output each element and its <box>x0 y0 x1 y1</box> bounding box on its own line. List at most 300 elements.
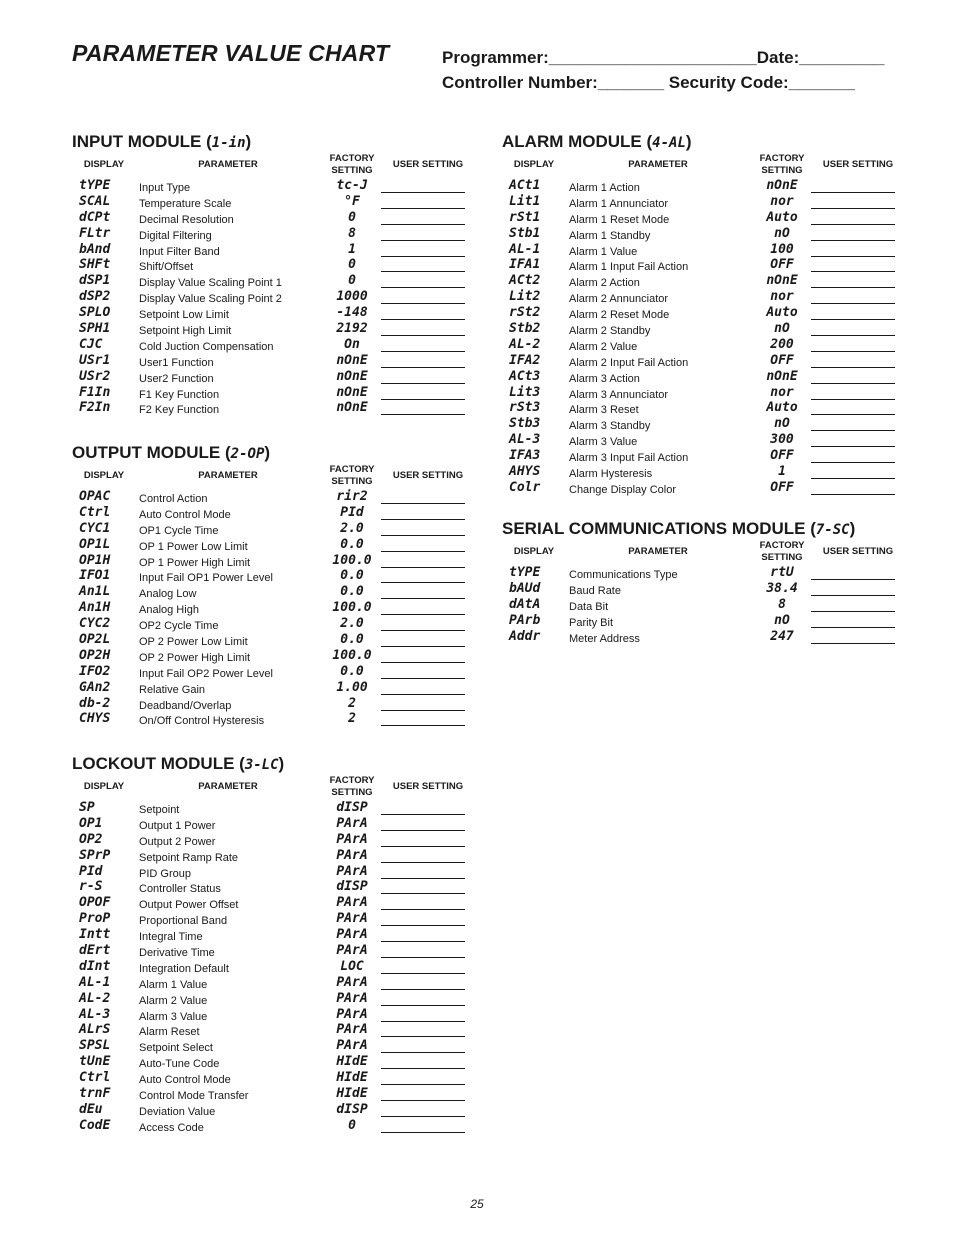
table-row <box>72 958 472 977</box>
table-row <box>72 802 472 818</box>
user-setting-field[interactable] <box>381 256 465 257</box>
module-title <box>502 517 902 541</box>
factory-setting: PArA <box>336 974 368 990</box>
factory-setting: nOnE <box>336 400 368 416</box>
display-code: dInt <box>79 958 111 974</box>
table-row <box>72 307 472 323</box>
factory-setting: nOnE <box>336 384 368 400</box>
user-setting-field[interactable] <box>381 567 465 568</box>
display-code: dSP2 <box>79 289 111 305</box>
display-code: rSt2 <box>509 305 541 321</box>
lockout-module <box>72 752 472 1136</box>
display-code: CYC2 <box>79 616 111 632</box>
user-setting-field[interactable] <box>381 1036 465 1037</box>
table-row <box>72 193 472 212</box>
module-title-close: ) <box>264 443 271 462</box>
module-code: 1-in <box>211 135 246 151</box>
user-setting-field[interactable] <box>381 973 465 974</box>
user-setting-field[interactable] <box>381 1005 465 1006</box>
user-setting-field[interactable] <box>381 1052 465 1053</box>
user-setting-field[interactable] <box>381 383 465 384</box>
factory-setting: PArA <box>336 990 368 1006</box>
user-setting-field[interactable] <box>381 582 465 583</box>
parameter-name: Alarm 3 Value <box>139 1010 208 1023</box>
table-row <box>502 567 902 583</box>
table-row <box>72 602 472 618</box>
parameter-name: Output Power Offset <box>139 899 239 912</box>
table-row <box>72 897 472 913</box>
parameter-name: Alarm 1 Value <box>139 978 208 991</box>
table-row <box>72 552 472 571</box>
factory-setting: 247 <box>770 628 794 644</box>
user-setting-field[interactable] <box>381 503 465 504</box>
user-setting-field[interactable] <box>381 878 465 879</box>
factory-header-line2: SETTING <box>331 165 373 176</box>
user-setting-field[interactable] <box>381 694 465 695</box>
table-row <box>72 1024 472 1040</box>
display-code: db-2 <box>79 695 111 711</box>
user-setting-field[interactable] <box>811 271 895 272</box>
factory-setting: 8 <box>348 225 356 241</box>
display-code: AL-2 <box>509 336 541 352</box>
table-row <box>72 618 472 634</box>
user-setting-field[interactable] <box>811 383 895 384</box>
parameter-name: Meter Address <box>569 632 640 645</box>
factory-setting: HIdE <box>336 1054 368 1070</box>
factory-setting: PArA <box>336 927 368 943</box>
display-code: Ctrl <box>79 1070 111 1086</box>
table-row <box>72 881 472 897</box>
factory-setting: PArA <box>336 1022 368 1038</box>
factory-setting: 100.0 <box>332 552 372 568</box>
user-setting-field[interactable] <box>811 224 895 225</box>
table-row <box>72 713 472 729</box>
user-setting-field[interactable] <box>381 941 465 942</box>
factory-setting: PId <box>340 504 364 520</box>
parameter-name: Alarm 3 Value <box>569 436 638 449</box>
user-setting-field[interactable] <box>811 478 895 479</box>
display-code: OP2 <box>79 831 103 847</box>
display-code: dEu <box>79 1101 103 1117</box>
display-code: IFA2 <box>509 352 541 368</box>
user-setting-field[interactable] <box>381 925 465 926</box>
factory-setting: PArA <box>336 863 368 879</box>
factory-setting: nOnE <box>336 368 368 384</box>
factory-setting: OFF <box>770 352 794 368</box>
table-row <box>72 291 472 307</box>
user-setting-field[interactable] <box>811 611 895 612</box>
user-setting-field[interactable] <box>381 208 465 209</box>
column-header <box>502 154 902 180</box>
display-code: OPAC <box>79 489 111 504</box>
factory-setting: tc-J <box>336 178 368 193</box>
parameter-name: Alarm 1 Value <box>569 245 638 258</box>
user-setting-field[interactable] <box>381 957 465 958</box>
column-factory-header <box>320 775 384 799</box>
parameter-name: F1 Key Function <box>139 388 220 401</box>
user-setting-field[interactable] <box>381 414 465 415</box>
parameter-name: Control Action <box>139 493 208 505</box>
table-row <box>502 612 902 631</box>
column-user-header: USER SETTING <box>392 159 464 170</box>
user-setting-field[interactable] <box>811 430 895 431</box>
table-row <box>502 384 902 403</box>
column-parameter-header: PARAMETER <box>628 546 688 557</box>
factory-setting: nOnE <box>336 352 368 368</box>
parameter-name: Setpoint Select <box>139 1042 213 1055</box>
user-setting-field[interactable] <box>381 224 465 225</box>
parameter-name: Input Filter Band <box>139 245 220 258</box>
table-row <box>502 241 902 260</box>
user-setting-field[interactable] <box>381 319 465 320</box>
user-setting-field[interactable] <box>381 862 465 863</box>
factory-setting: nO <box>774 612 790 628</box>
factory-setting: PArA <box>336 943 368 959</box>
parameter-name: Output 1 Power <box>139 819 216 832</box>
user-setting-field[interactable] <box>811 335 895 336</box>
display-code: CJC <box>79 336 103 352</box>
factory-header-line2: SETTING <box>331 476 373 487</box>
module-title-close: ) <box>849 519 856 538</box>
user-setting-field[interactable] <box>381 630 465 631</box>
factory-setting: 0.0 <box>340 632 364 648</box>
display-code: SCAL <box>79 193 111 209</box>
factory-setting: 200 <box>770 336 794 352</box>
serial-communications-module <box>502 517 902 646</box>
user-setting-field[interactable] <box>811 303 895 304</box>
table-row <box>72 679 472 698</box>
user-setting-field[interactable] <box>381 399 465 400</box>
user-setting-field[interactable] <box>381 614 465 615</box>
user-setting-field[interactable] <box>381 725 465 726</box>
table-row <box>72 1117 472 1136</box>
parameter-name: Access Code <box>139 1121 204 1134</box>
user-setting-field[interactable] <box>381 335 465 336</box>
user-setting-field[interactable] <box>381 1132 465 1133</box>
parameter-name: Digital Filtering <box>139 229 212 242</box>
table-row <box>72 815 472 834</box>
display-code: OP2H <box>79 647 111 663</box>
user-setting-field[interactable] <box>381 535 465 536</box>
table-row <box>72 402 472 418</box>
factory-setting: HIdE <box>336 1086 368 1102</box>
parameter-name: Alarm 3 Reset <box>569 404 639 417</box>
module-code: 3-LC <box>244 757 279 773</box>
factory-setting: Auto <box>766 400 798 416</box>
display-code: FLtr <box>79 225 111 241</box>
table-row <box>72 1088 472 1104</box>
user-setting-field[interactable] <box>381 271 465 272</box>
display-code: CYC1 <box>79 520 111 536</box>
factory-setting: 0.0 <box>340 584 364 600</box>
display-code: ALrS <box>79 1022 111 1038</box>
parameter-name: Integration Default <box>139 962 229 975</box>
table-row <box>502 580 902 599</box>
table-row <box>72 929 472 945</box>
parameter-name: Auto-Tune Code <box>139 1058 220 1071</box>
display-code: Lit1 <box>509 193 541 209</box>
parameter-name: Control Mode Transfer <box>139 1090 249 1103</box>
column-parameter-header: PARAMETER <box>198 781 258 792</box>
table-row <box>72 323 472 339</box>
factory-header-line1: FACTORY <box>329 464 375 475</box>
factory-setting: 0 <box>348 257 356 273</box>
display-code: OP1L <box>79 536 111 552</box>
table-row <box>72 536 472 555</box>
parameter-name: User2 Function <box>139 372 214 385</box>
module-title <box>72 130 472 154</box>
display-code: dErt <box>79 943 111 959</box>
page-title: PARAMETER VALUE CHART <box>72 40 390 66</box>
factory-setting: -148 <box>336 305 368 321</box>
user-setting-field[interactable] <box>811 208 895 209</box>
user-setting-field[interactable] <box>381 192 465 193</box>
parameter-name: Alarm 2 Action <box>569 277 640 290</box>
parameter-name: Alarm 3 Action <box>569 372 640 385</box>
display-code: CodE <box>79 1117 111 1133</box>
factory-setting: dISP <box>336 1101 368 1117</box>
table-row <box>502 291 902 307</box>
user-setting-field[interactable] <box>381 303 465 304</box>
display-code: Colr <box>509 479 541 495</box>
parameter-name: Alarm 2 Value <box>139 994 208 1007</box>
user-setting-field[interactable] <box>381 551 465 552</box>
column-user-header: USER SETTING <box>822 546 894 557</box>
user-setting-field[interactable] <box>381 1084 465 1085</box>
parameter-name: Alarm 2 Standby <box>569 325 651 338</box>
table-row <box>72 1101 472 1120</box>
parameter-name: PID Group <box>139 867 191 880</box>
user-setting-field[interactable] <box>381 519 465 520</box>
table-row <box>72 259 472 275</box>
display-code: USr1 <box>79 352 111 368</box>
user-setting-field[interactable] <box>811 351 895 352</box>
table-row <box>502 352 902 371</box>
factory-setting: OFF <box>770 448 794 464</box>
factory-setting: 100.0 <box>332 647 372 663</box>
column-user-header: USER SETTING <box>822 159 894 170</box>
parameter-name: Controller Status <box>139 883 221 896</box>
parameter-name: Cold Juction Compensation <box>139 340 274 353</box>
user-setting-field[interactable] <box>381 678 465 679</box>
display-code: r-S <box>79 879 103 895</box>
user-setting-field[interactable] <box>811 643 895 644</box>
user-setting-field[interactable] <box>811 319 895 320</box>
parameter-name: Change Display Color <box>569 483 676 496</box>
table-row <box>502 180 902 196</box>
display-code: trnF <box>79 1086 111 1102</box>
user-setting-field[interactable] <box>811 494 895 495</box>
display-code: ACt1 <box>509 178 541 193</box>
user-setting-field[interactable] <box>381 830 465 831</box>
table-row <box>502 209 902 228</box>
display-code: ACt2 <box>509 273 541 289</box>
factory-setting: nOnE <box>766 178 798 193</box>
parameter-name: Alarm 1 Annunciator <box>569 197 669 210</box>
user-setting-field[interactable] <box>811 627 895 628</box>
display-code: tUnE <box>79 1054 111 1070</box>
column-display-header: DISPLAY <box>83 781 125 792</box>
input-module <box>72 130 472 418</box>
user-setting-field[interactable] <box>381 989 465 990</box>
table-row <box>72 520 472 539</box>
user-setting-field[interactable] <box>811 414 895 415</box>
user-setting-field[interactable] <box>811 256 895 257</box>
table-row <box>72 945 472 961</box>
parameter-name: Proportional Band <box>139 915 228 928</box>
column-factory-header <box>320 153 384 177</box>
display-code: Stb3 <box>509 416 541 432</box>
module-title <box>502 130 902 154</box>
factory-setting: nOnE <box>766 273 798 289</box>
parameter-name: Decimal Resolution <box>139 213 234 226</box>
column-header <box>72 154 472 180</box>
factory-setting: 2192 <box>336 321 368 337</box>
display-code: dSP1 <box>79 273 111 289</box>
factory-setting: 0 <box>348 273 356 289</box>
column-display-header: DISPLAY <box>513 546 555 557</box>
user-setting-field[interactable] <box>811 192 895 193</box>
user-setting-field[interactable] <box>381 1116 465 1117</box>
user-setting-field[interactable] <box>381 662 465 663</box>
table-row <box>502 336 902 355</box>
user-setting-field[interactable] <box>381 351 465 352</box>
factory-setting: 0.0 <box>340 568 364 584</box>
table-row <box>502 450 902 466</box>
table-row <box>72 663 472 682</box>
module-title-text: LOCKOUT MODULE ( <box>72 754 245 773</box>
user-setting-field[interactable] <box>811 595 895 596</box>
table-row <box>72 1072 472 1088</box>
parameter-name: Display Value Scaling Point 1 <box>139 277 282 290</box>
user-setting-field[interactable] <box>381 814 465 815</box>
table-row <box>502 418 902 434</box>
user-setting-field[interactable] <box>811 240 895 241</box>
factory-setting: PArA <box>336 1006 368 1022</box>
table-row <box>72 275 472 291</box>
display-code: GAn2 <box>79 679 111 695</box>
parameter-name: Alarm 1 Input Fail Action <box>569 261 689 274</box>
user-setting-field[interactable] <box>811 462 895 463</box>
display-code: OP1H <box>79 552 111 568</box>
column-parameter-header: PARAMETER <box>198 470 258 481</box>
table-row <box>72 990 472 1009</box>
table-row <box>72 225 472 244</box>
user-setting-field[interactable] <box>381 367 465 368</box>
factory-setting: nO <box>774 225 790 241</box>
factory-setting: 0.0 <box>340 663 364 679</box>
user-setting-field[interactable] <box>381 1068 465 1069</box>
factory-setting: 8 <box>778 596 786 612</box>
display-code: SPrP <box>79 847 111 863</box>
factory-setting: dISP <box>336 800 368 815</box>
factory-setting: nOnE <box>766 368 798 384</box>
parameter-name: Auto Control Mode <box>139 508 231 521</box>
table-row <box>502 225 902 244</box>
parameter-name: Temperature Scale <box>139 197 232 210</box>
user-setting-field[interactable] <box>381 598 465 599</box>
parameter-name: Input Fail OP2 Power Level <box>139 667 273 680</box>
display-code: AHYS <box>509 464 541 480</box>
user-setting-field[interactable] <box>811 367 895 368</box>
user-setting-field[interactable] <box>381 240 465 241</box>
parameter-name: Setpoint Low Limit <box>139 309 229 322</box>
factory-setting: 0 <box>348 1117 356 1133</box>
parameter-name: Output 2 Power <box>139 835 216 848</box>
user-setting-field[interactable] <box>381 1021 465 1022</box>
display-code: Ctrl <box>79 504 111 520</box>
parameter-name: Setpoint High Limit <box>139 325 232 338</box>
parameter-name: Parity Bit <box>569 616 614 629</box>
table-row <box>72 1056 472 1072</box>
display-code: PId <box>79 863 103 879</box>
table-row <box>502 402 902 418</box>
user-setting-field[interactable] <box>381 846 465 847</box>
table-row <box>72 634 472 650</box>
user-setting-field[interactable] <box>381 1100 465 1101</box>
factory-setting: LOC <box>340 958 364 974</box>
factory-setting: °F <box>344 193 360 209</box>
factory-setting: 2 <box>348 711 356 727</box>
factory-header-line1: FACTORY <box>329 775 375 786</box>
column-header <box>502 541 902 567</box>
table-row <box>72 209 472 228</box>
parameter-name: OP 2 Power Low Limit <box>139 636 248 649</box>
factory-header-line2: SETTING <box>761 165 803 176</box>
user-setting-field[interactable] <box>811 399 895 400</box>
column-factory-header <box>750 153 814 177</box>
table-row <box>72 586 472 602</box>
factory-setting: 2 <box>348 695 356 711</box>
column-parameter-header: PARAMETER <box>628 159 688 170</box>
module-title-close: ) <box>245 132 252 151</box>
module-title-text: INPUT MODULE ( <box>72 132 212 151</box>
user-setting-field[interactable] <box>381 646 465 647</box>
parameter-name: OP1 Cycle Time <box>139 524 219 537</box>
parameter-name: Alarm 1 Standby <box>569 229 651 242</box>
parameter-name: OP 1 Power Low Limit <box>139 540 248 553</box>
user-setting-field[interactable] <box>381 287 465 288</box>
display-code: SP <box>79 800 95 815</box>
factory-setting: PArA <box>336 895 368 911</box>
parameter-name: F2 Key Function <box>139 404 220 417</box>
factory-setting: 0.0 <box>340 536 364 552</box>
user-setting-field[interactable] <box>811 446 895 447</box>
user-setting-field[interactable] <box>381 710 465 711</box>
parameter-name: Auto Control Mode <box>139 1074 231 1087</box>
table-row <box>502 323 902 339</box>
display-code: Stb1 <box>509 225 541 241</box>
user-setting-field[interactable] <box>381 893 465 894</box>
user-setting-field[interactable] <box>811 287 895 288</box>
factory-setting: nor <box>770 384 794 400</box>
user-setting-field[interactable] <box>811 579 895 580</box>
factory-setting: 300 <box>770 432 794 448</box>
column-factory-header <box>320 464 384 488</box>
display-code: rSt1 <box>509 209 541 225</box>
parameter-name: Alarm 3 Annunciator <box>569 388 669 401</box>
factory-setting: HIdE <box>336 1070 368 1086</box>
user-setting-field[interactable] <box>381 909 465 910</box>
column-user-header: USER SETTING <box>392 470 464 481</box>
parameter-name: Setpoint <box>139 804 180 816</box>
display-code: OP2L <box>79 632 111 648</box>
factory-setting: 2.0 <box>340 616 364 632</box>
parameter-name: OP 2 Power High Limit <box>139 651 251 664</box>
table-row <box>72 831 472 850</box>
factory-setting: PArA <box>336 815 368 831</box>
parameter-name: On/Off Control Hysteresis <box>139 715 265 728</box>
